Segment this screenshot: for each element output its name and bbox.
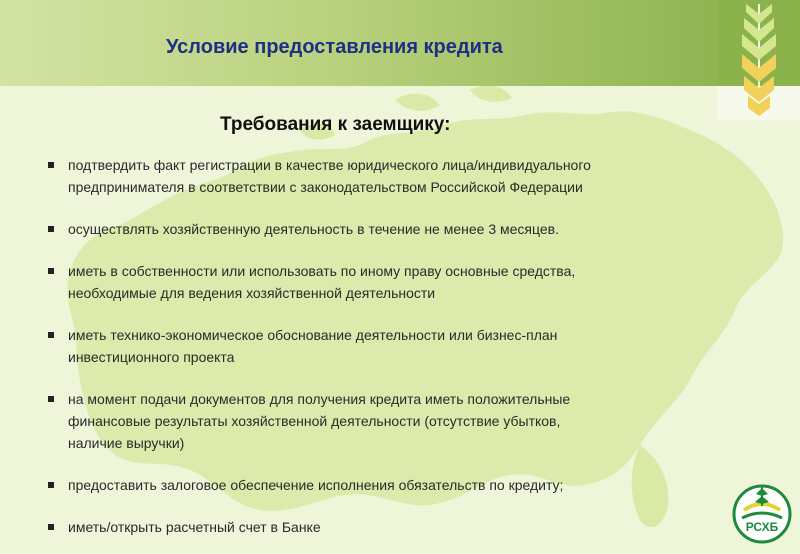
list-item: [48, 154, 708, 198]
logo-text: РСХБ: [745, 520, 779, 534]
bullet: [48, 268, 54, 274]
req-line: на момент подачи документов для получения кредита иметь положительные: [68, 391, 571, 407]
req-line: предпринимателя в соответствии с законодательством Российской Федерации: [68, 179, 583, 195]
req-line: финансовые результаты хозяйственной деятельности (отсутствие убытков,: [68, 413, 561, 429]
requirements-list: [48, 154, 708, 554]
list-item: [48, 260, 708, 304]
wheat-ear-icon: [718, 0, 800, 120]
req-line: иметь/открыть расчетный счет в Банке: [68, 519, 321, 535]
req-line: наличие выручки): [68, 435, 185, 451]
req-line: предоставить залоговое обеспечение исполнения обязательств по кредиту;: [68, 477, 564, 493]
req-line: подтвердить факт регистрации в качестве юридического лица/индивидуального: [68, 157, 591, 173]
corner-block: [718, 0, 800, 120]
list-item: [48, 474, 708, 496]
rshb-logo-icon: [730, 480, 794, 546]
bullet: [48, 226, 54, 232]
list-item: [48, 388, 708, 454]
req-line: иметь технико-экономическое обоснование деятельности или бизнес-план: [68, 327, 558, 343]
req-line: осуществлять хозяйственную деятельность в течение не менее 3 месяцев.: [68, 221, 559, 237]
bullet: [48, 162, 54, 168]
list-item: [48, 218, 708, 240]
bullet: [48, 524, 54, 530]
bullet: [48, 332, 54, 338]
list-item: [48, 516, 708, 538]
header-bar: [0, 0, 718, 86]
req-line: необходимые для ведения хозяйственной деятельности: [68, 285, 436, 301]
slide-title: Условие предоставления кредита: [166, 36, 503, 58]
list-item: [48, 324, 708, 368]
requirements-heading: Требования к заемщику:: [220, 114, 451, 135]
req-line: иметь в собственности или использовать по иному праву основные средства,: [68, 263, 576, 279]
bullet: [48, 396, 54, 402]
req-line: инвестиционного проекта: [68, 349, 235, 365]
bullet: [48, 482, 54, 488]
